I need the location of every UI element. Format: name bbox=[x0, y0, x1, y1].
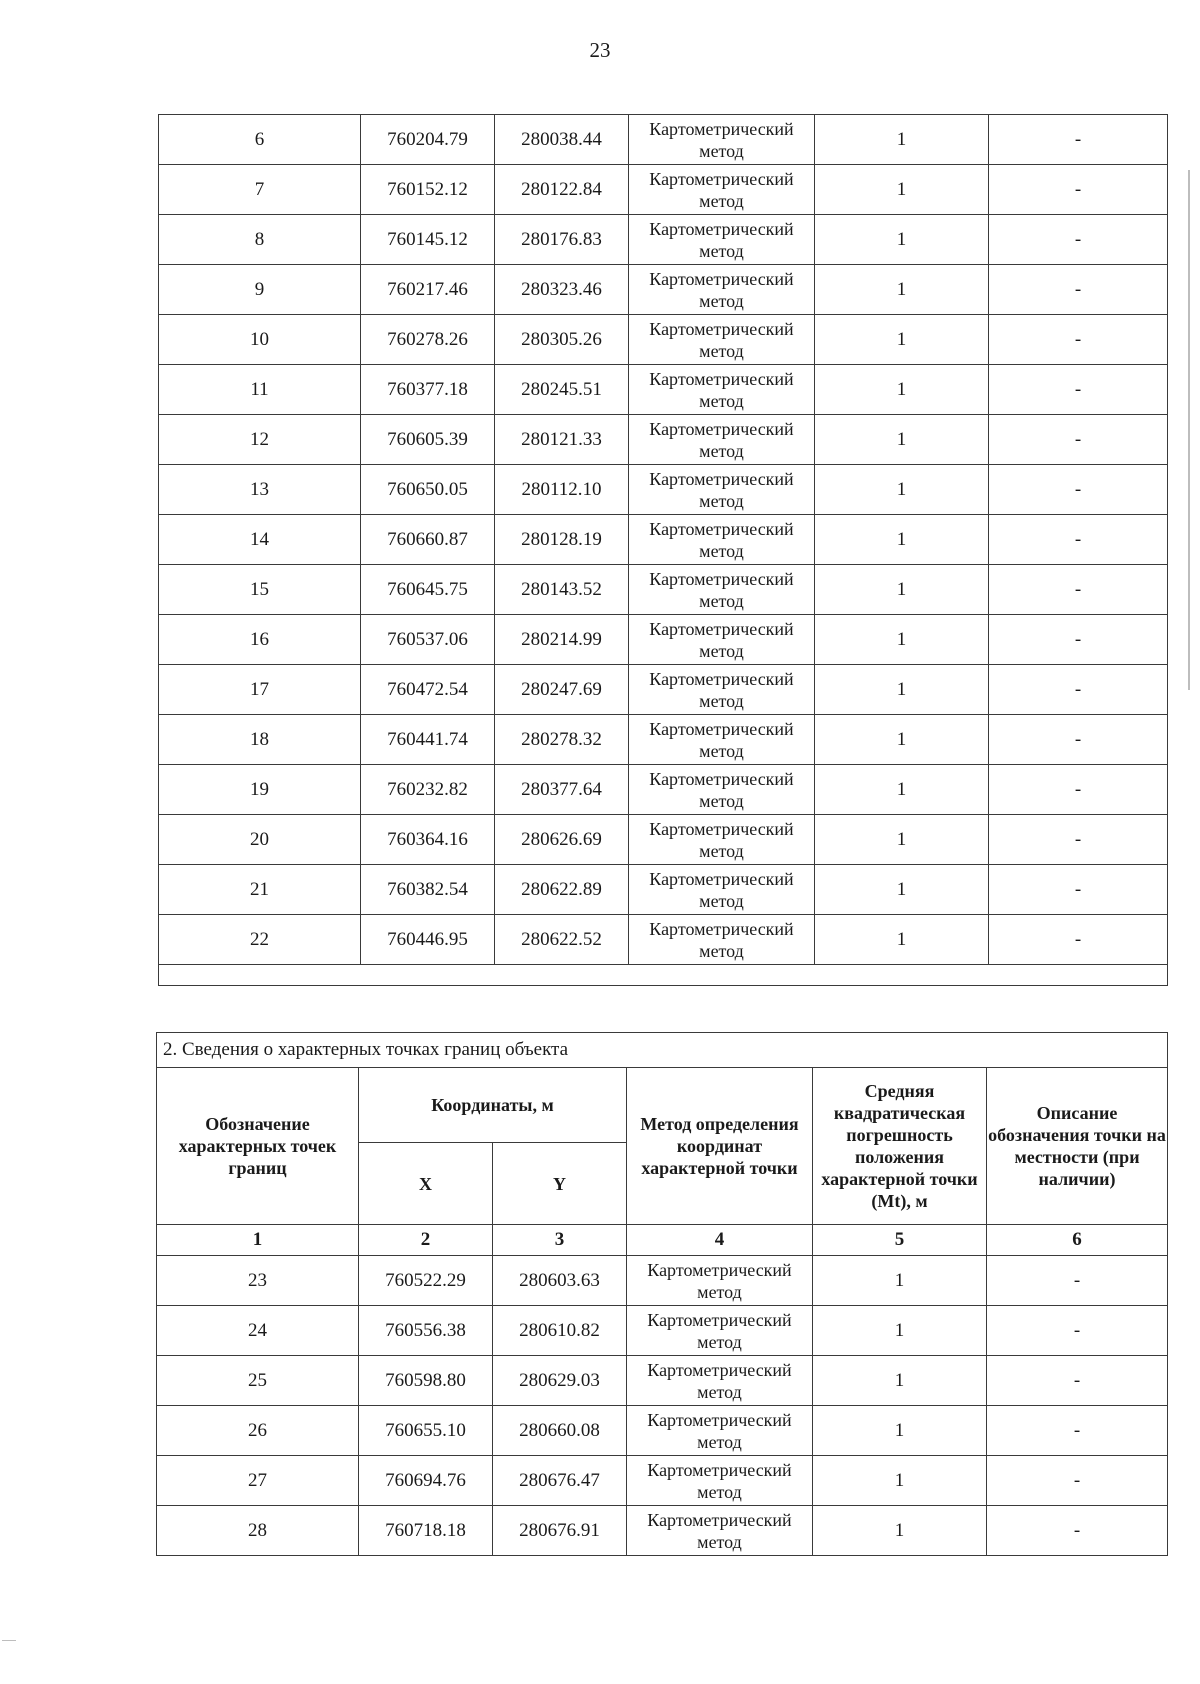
method-cell bbox=[627, 1356, 813, 1406]
table-row bbox=[159, 115, 1168, 165]
description-cell: - bbox=[987, 1456, 1168, 1506]
method-line-2: метод bbox=[697, 1531, 742, 1552]
method-line-2: метод bbox=[699, 140, 744, 161]
method-line-2: метод bbox=[699, 290, 744, 311]
method-cell bbox=[629, 915, 815, 965]
method-line-2: метод bbox=[699, 590, 744, 611]
y-coordinate-cell: 280245.51 bbox=[495, 365, 629, 415]
table-row bbox=[159, 415, 1168, 465]
points-table-continuation-body bbox=[159, 115, 1168, 986]
x-coordinate-cell: 760694.76 bbox=[359, 1456, 493, 1506]
method-line-2: метод bbox=[697, 1281, 742, 1302]
description-cell: - bbox=[989, 715, 1168, 765]
column-number-2: 2 bbox=[359, 1225, 493, 1256]
point-number-cell: 8 bbox=[159, 215, 361, 265]
method-line-2: метод bbox=[699, 640, 744, 661]
method-line-1: Картометрический bbox=[649, 318, 794, 339]
point-number-cell: 25 bbox=[157, 1356, 359, 1406]
method-line-1: Картометрический bbox=[649, 568, 794, 589]
description-cell: - bbox=[987, 1406, 1168, 1456]
method-line-2: метод bbox=[699, 340, 744, 361]
point-number-cell: 22 bbox=[159, 915, 361, 965]
method-line-1: Картометрический bbox=[649, 168, 794, 189]
description-cell: - bbox=[987, 1506, 1168, 1556]
y-coordinate-cell: 280121.33 bbox=[495, 415, 629, 465]
y-coordinate-cell: 280278.32 bbox=[495, 715, 629, 765]
section-title: 2. Сведения о характерных точках границ объекта bbox=[157, 1033, 1168, 1068]
accuracy-cell: 1 bbox=[815, 315, 989, 365]
method-cell bbox=[629, 215, 815, 265]
accuracy-cell: 1 bbox=[815, 415, 989, 465]
y-coordinate-cell: 280323.46 bbox=[495, 265, 629, 315]
method-line-1: Картометрический bbox=[649, 268, 794, 289]
description-cell: - bbox=[989, 515, 1168, 565]
table-row bbox=[157, 1306, 1168, 1356]
header-coordinates: Координаты, м bbox=[359, 1068, 627, 1143]
description-cell: - bbox=[987, 1256, 1168, 1306]
empty-cell bbox=[159, 965, 1168, 986]
description-cell: - bbox=[989, 815, 1168, 865]
method-cell bbox=[629, 615, 815, 665]
x-coordinate-cell: 760655.10 bbox=[359, 1406, 493, 1456]
x-coordinate-cell: 760718.18 bbox=[359, 1506, 493, 1556]
point-number-cell: 21 bbox=[159, 865, 361, 915]
method-line-1: Картометрический bbox=[649, 818, 794, 839]
description-cell: - bbox=[989, 265, 1168, 315]
method-line-2: метод bbox=[697, 1431, 742, 1452]
y-coordinate-cell: 280128.19 bbox=[495, 515, 629, 565]
empty-row bbox=[159, 965, 1168, 986]
point-number-cell: 13 bbox=[159, 465, 361, 515]
y-coordinate-cell: 280676.47 bbox=[493, 1456, 627, 1506]
method-line-2: метод bbox=[699, 690, 744, 711]
accuracy-cell: 1 bbox=[813, 1506, 987, 1556]
method-line-1: Картометрический bbox=[647, 1409, 792, 1430]
table-row bbox=[159, 515, 1168, 565]
x-coordinate-cell: 760605.39 bbox=[361, 415, 495, 465]
x-coordinate-cell: 760364.16 bbox=[361, 815, 495, 865]
description-cell: - bbox=[989, 665, 1168, 715]
accuracy-cell: 1 bbox=[815, 115, 989, 165]
description-cell: - bbox=[989, 765, 1168, 815]
x-coordinate-cell: 760660.87 bbox=[361, 515, 495, 565]
table-row bbox=[159, 165, 1168, 215]
method-line-2: метод bbox=[699, 490, 744, 511]
accuracy-cell: 1 bbox=[815, 215, 989, 265]
accuracy-cell: 1 bbox=[813, 1456, 987, 1506]
accuracy-cell: 1 bbox=[815, 815, 989, 865]
table-row bbox=[159, 465, 1168, 515]
table-row bbox=[157, 1506, 1168, 1556]
description-cell: - bbox=[987, 1306, 1168, 1356]
accuracy-cell: 1 bbox=[815, 615, 989, 665]
method-cell bbox=[629, 665, 815, 715]
table-row bbox=[157, 1356, 1168, 1406]
y-coordinate-cell: 280660.08 bbox=[493, 1406, 627, 1456]
method-line-1: Картометрический bbox=[649, 618, 794, 639]
point-number-cell: 19 bbox=[159, 765, 361, 815]
point-number-cell: 23 bbox=[157, 1256, 359, 1306]
y-coordinate-cell: 280622.52 bbox=[495, 915, 629, 965]
description-cell: - bbox=[989, 465, 1168, 515]
method-line-2: метод bbox=[699, 540, 744, 561]
x-coordinate-cell: 760441.74 bbox=[361, 715, 495, 765]
method-line-2: метод bbox=[699, 740, 744, 761]
x-coordinate-cell: 760377.18 bbox=[361, 365, 495, 415]
header-description: Описание обозначения точки на местности (при наличии) bbox=[987, 1068, 1168, 1225]
method-cell bbox=[629, 365, 815, 415]
method-line-1: Картометрический bbox=[649, 518, 794, 539]
table-row bbox=[159, 215, 1168, 265]
point-number-cell: 12 bbox=[159, 415, 361, 465]
point-number-cell: 27 bbox=[157, 1456, 359, 1506]
description-cell: - bbox=[989, 615, 1168, 665]
y-coordinate-cell: 280122.84 bbox=[495, 165, 629, 215]
accuracy-cell: 1 bbox=[815, 865, 989, 915]
method-line-1: Картометрический bbox=[649, 668, 794, 689]
boundary-points-table-body bbox=[157, 1256, 1168, 1556]
x-coordinate-cell: 760446.95 bbox=[361, 915, 495, 965]
y-coordinate-cell: 280629.03 bbox=[493, 1356, 627, 1406]
header-x: X bbox=[359, 1143, 493, 1225]
method-line-1: Картометрический bbox=[649, 418, 794, 439]
accuracy-cell: 1 bbox=[815, 465, 989, 515]
description-cell: - bbox=[989, 915, 1168, 965]
method-cell bbox=[629, 815, 815, 865]
point-number-cell: 17 bbox=[159, 665, 361, 715]
method-line-1: Картометрический bbox=[647, 1509, 792, 1530]
column-number-1: 1 bbox=[157, 1225, 359, 1256]
description-cell: - bbox=[989, 365, 1168, 415]
description-cell: - bbox=[989, 165, 1168, 215]
method-line-2: метод bbox=[699, 840, 744, 861]
description-cell: - bbox=[989, 865, 1168, 915]
method-cell bbox=[627, 1406, 813, 1456]
method-cell bbox=[627, 1506, 813, 1556]
method-line-1: Картометрический bbox=[649, 368, 794, 389]
y-coordinate-cell: 280112.10 bbox=[495, 465, 629, 515]
table-row bbox=[157, 1456, 1168, 1506]
method-line-1: Картометрический bbox=[647, 1309, 792, 1330]
point-number-cell: 9 bbox=[159, 265, 361, 315]
accuracy-cell: 1 bbox=[813, 1256, 987, 1306]
method-line-1: Картометрический bbox=[649, 718, 794, 739]
header-method: Метод определения координат характерной точки bbox=[627, 1068, 813, 1225]
accuracy-cell: 1 bbox=[815, 165, 989, 215]
point-number-cell: 20 bbox=[159, 815, 361, 865]
y-coordinate-cell: 280247.69 bbox=[495, 665, 629, 715]
method-line-2: метод bbox=[697, 1331, 742, 1352]
x-coordinate-cell: 760556.38 bbox=[359, 1306, 493, 1356]
method-cell bbox=[629, 515, 815, 565]
method-line-1: Картометрический bbox=[647, 1359, 792, 1380]
method-line-2: метод bbox=[697, 1381, 742, 1402]
column-number-3: 3 bbox=[493, 1225, 627, 1256]
method-line-2: метод bbox=[697, 1481, 742, 1502]
y-coordinate-cell: 280305.26 bbox=[495, 315, 629, 365]
method-line-2: метод bbox=[699, 190, 744, 211]
accuracy-cell: 1 bbox=[813, 1356, 987, 1406]
method-line-1: Картометрический bbox=[647, 1459, 792, 1480]
method-cell bbox=[629, 415, 815, 465]
method-line-2: метод bbox=[699, 790, 744, 811]
x-coordinate-cell: 760472.54 bbox=[361, 665, 495, 715]
point-number-cell: 16 bbox=[159, 615, 361, 665]
method-line-2: метод bbox=[699, 240, 744, 261]
table-row bbox=[159, 715, 1168, 765]
x-coordinate-cell: 760537.06 bbox=[361, 615, 495, 665]
method-line-1: Картометрический bbox=[649, 768, 794, 789]
point-number-cell: 15 bbox=[159, 565, 361, 615]
x-coordinate-cell: 760145.12 bbox=[361, 215, 495, 265]
table-row bbox=[159, 915, 1168, 965]
column-number-5: 5 bbox=[813, 1225, 987, 1256]
method-line-2: метод bbox=[699, 440, 744, 461]
header-y: Y bbox=[493, 1143, 627, 1225]
accuracy-cell: 1 bbox=[815, 665, 989, 715]
method-cell bbox=[629, 265, 815, 315]
accuracy-cell: 1 bbox=[815, 265, 989, 315]
point-number-cell: 14 bbox=[159, 515, 361, 565]
method-cell bbox=[629, 765, 815, 815]
y-coordinate-cell: 280676.91 bbox=[493, 1506, 627, 1556]
x-coordinate-cell: 760650.05 bbox=[361, 465, 495, 515]
description-cell: - bbox=[989, 315, 1168, 365]
x-coordinate-cell: 760232.82 bbox=[361, 765, 495, 815]
table-row bbox=[159, 315, 1168, 365]
description-cell: - bbox=[989, 115, 1168, 165]
method-line-1: Картометрический bbox=[649, 918, 794, 939]
method-cell bbox=[629, 315, 815, 365]
accuracy-cell: 1 bbox=[813, 1406, 987, 1456]
y-coordinate-cell: 280603.63 bbox=[493, 1256, 627, 1306]
y-coordinate-cell: 280143.52 bbox=[495, 565, 629, 615]
table-row bbox=[159, 865, 1168, 915]
points-table-continuation bbox=[158, 114, 1168, 986]
method-cell bbox=[627, 1456, 813, 1506]
boundary-points-table bbox=[156, 1032, 1168, 1556]
header-designation: Обозначение характерных точек границ bbox=[157, 1068, 359, 1225]
accuracy-cell: 1 bbox=[815, 765, 989, 815]
header-accuracy: Средняя квадратическая погрешность положения характерной точки (Mt), м bbox=[813, 1068, 987, 1225]
accuracy-cell: 1 bbox=[815, 515, 989, 565]
x-coordinate-cell: 760522.29 bbox=[359, 1256, 493, 1306]
method-cell bbox=[629, 865, 815, 915]
method-cell bbox=[629, 165, 815, 215]
point-number-cell: 26 bbox=[157, 1406, 359, 1456]
method-line-1: Картометрический bbox=[649, 118, 794, 139]
column-number-4: 4 bbox=[627, 1225, 813, 1256]
point-number-cell: 18 bbox=[159, 715, 361, 765]
table-row bbox=[159, 365, 1168, 415]
x-coordinate-cell: 760152.12 bbox=[361, 165, 495, 215]
accuracy-cell: 1 bbox=[813, 1306, 987, 1356]
method-cell bbox=[627, 1256, 813, 1306]
method-cell bbox=[629, 465, 815, 515]
point-number-cell: 7 bbox=[159, 165, 361, 215]
column-number-6: 6 bbox=[987, 1225, 1168, 1256]
page-number: 23 bbox=[589, 38, 611, 62]
table-row bbox=[159, 815, 1168, 865]
table-row bbox=[159, 565, 1168, 615]
table-row bbox=[159, 615, 1168, 665]
x-coordinate-cell: 760278.26 bbox=[361, 315, 495, 365]
y-coordinate-cell: 280377.64 bbox=[495, 765, 629, 815]
accuracy-cell: 1 bbox=[815, 715, 989, 765]
y-coordinate-cell: 280038.44 bbox=[495, 115, 629, 165]
scan-edge-tick bbox=[2, 1640, 16, 1641]
table-row bbox=[159, 665, 1168, 715]
method-cell bbox=[629, 115, 815, 165]
point-number-cell: 11 bbox=[159, 365, 361, 415]
description-cell: - bbox=[987, 1356, 1168, 1406]
description-cell: - bbox=[989, 415, 1168, 465]
point-number-cell: 28 bbox=[157, 1506, 359, 1556]
table-row bbox=[159, 765, 1168, 815]
method-line-1: Картометрический bbox=[649, 468, 794, 489]
table-row bbox=[157, 1256, 1168, 1306]
table-row bbox=[157, 1406, 1168, 1456]
y-coordinate-cell: 280610.82 bbox=[493, 1306, 627, 1356]
point-number-cell: 6 bbox=[159, 115, 361, 165]
y-coordinate-cell: 280214.99 bbox=[495, 615, 629, 665]
y-coordinate-cell: 280176.83 bbox=[495, 215, 629, 265]
x-coordinate-cell: 760598.80 bbox=[359, 1356, 493, 1406]
point-number-cell: 10 bbox=[159, 315, 361, 365]
method-line-1: Картометрический bbox=[649, 218, 794, 239]
method-cell bbox=[629, 715, 815, 765]
x-coordinate-cell: 760204.79 bbox=[361, 115, 495, 165]
accuracy-cell: 1 bbox=[815, 565, 989, 615]
point-number-cell: 24 bbox=[157, 1306, 359, 1356]
table-row bbox=[159, 265, 1168, 315]
description-cell: - bbox=[989, 215, 1168, 265]
method-line-2: метод bbox=[699, 890, 744, 911]
x-coordinate-cell: 760645.75 bbox=[361, 565, 495, 615]
scan-edge-line bbox=[1188, 170, 1190, 690]
method-line-1: Картометрический bbox=[647, 1259, 792, 1280]
y-coordinate-cell: 280622.89 bbox=[495, 865, 629, 915]
accuracy-cell: 1 bbox=[815, 365, 989, 415]
description-cell: - bbox=[989, 565, 1168, 615]
x-coordinate-cell: 760382.54 bbox=[361, 865, 495, 915]
method-line-1: Картометрический bbox=[649, 868, 794, 889]
y-coordinate-cell: 280626.69 bbox=[495, 815, 629, 865]
x-coordinate-cell: 760217.46 bbox=[361, 265, 495, 315]
method-cell bbox=[627, 1306, 813, 1356]
method-line-2: метод bbox=[699, 390, 744, 411]
method-line-2: метод bbox=[699, 940, 744, 961]
method-cell bbox=[629, 565, 815, 615]
accuracy-cell: 1 bbox=[815, 915, 989, 965]
